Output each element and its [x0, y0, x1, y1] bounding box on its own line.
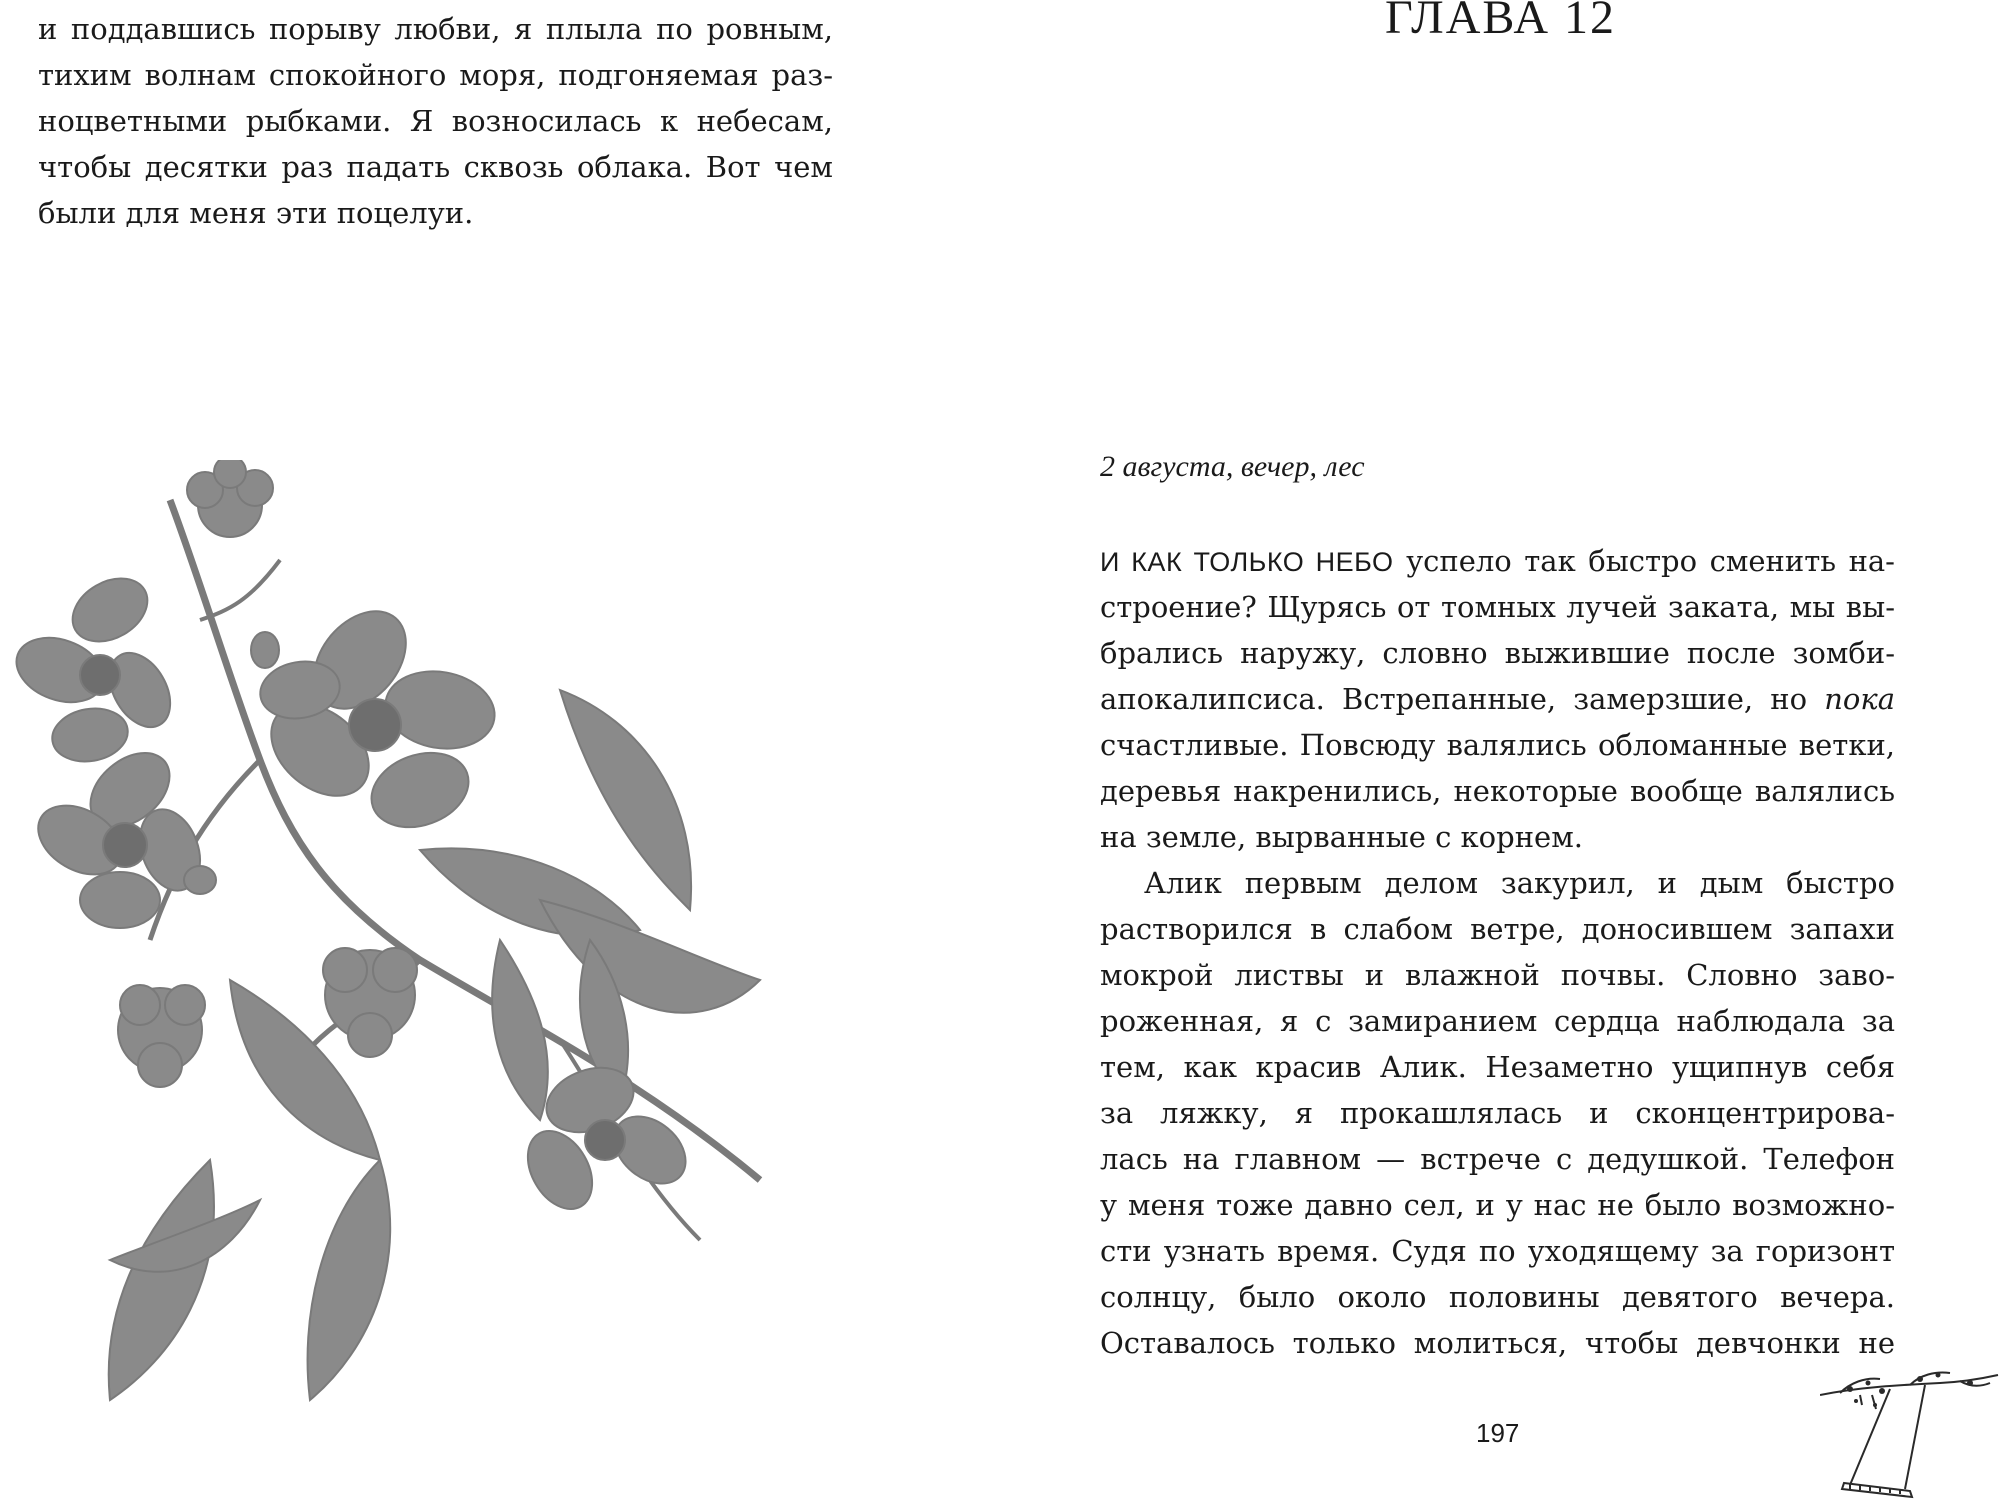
- text-line: Оставалось только молиться, чтобы девчонки не: [1100, 1326, 1895, 1360]
- text-fragment: апокалипсиса. Встрепанные, замерзшие, но: [1100, 682, 1825, 716]
- text-line: растворился в слабом ветре, доносившем запахи: [1100, 912, 1895, 946]
- text-line: лась на главном — встрече с дедушкой. Телефон: [1100, 1142, 1895, 1176]
- text-fragment: успело так быстро сменить на-: [1393, 544, 1895, 578]
- text-line: солнцу, было около половины девятого вечера.: [1100, 1280, 1895, 1314]
- text-line: сти узнать время. Судя по уходящему за горизонт: [1100, 1234, 1895, 1268]
- text-line: Алик первым делом закурил, и дым быстро: [1144, 866, 1895, 900]
- text-line: и поддавшись порыву любви, я плыла по ровным,: [38, 12, 833, 46]
- text-line: мокрой листвы и влажной почвы. Словно заво-: [1100, 958, 1895, 992]
- text-line: счастливые. Повсюду валялись обломанные ветки,: [1100, 728, 1895, 762]
- text-line: [1100, 676, 1895, 722]
- text-line: тихим волнам спокойного моря, подгоняемая раз-: [38, 58, 833, 92]
- left-page-text: [38, 6, 833, 236]
- text-line: у меня тоже давно сел, и у нас не было возможно-: [1100, 1188, 1895, 1222]
- dateline: 2 августа, вечер, лес: [1100, 450, 1365, 483]
- tree-swing-icon: [1820, 1365, 2000, 1500]
- text-line: тем, как красив Алик. Незаметно ущипнув себя: [1100, 1050, 1895, 1084]
- text-line: брались наружу, словно выжившие после зомби-: [1100, 636, 1895, 670]
- text-line: чтобы десятки раз падать сквозь облака. Вот чем: [38, 150, 833, 184]
- text-line: ноцветными рыбками. Я возносилась к небесам,: [38, 104, 833, 138]
- italic-word: пока: [1824, 682, 1895, 716]
- blackberry-branch-illustration: [0, 460, 860, 1420]
- text-line: были для меня эти поцелуи.: [38, 196, 474, 230]
- chapter-title: ГЛАВА 12: [1385, 0, 1617, 44]
- left-page: [38, 0, 833, 236]
- text-line: на земле, вырванные с корнем.: [1100, 820, 1583, 854]
- text-line: деревья накренились, некоторые вообще валялись: [1100, 774, 1895, 808]
- right-page-text: [1100, 538, 1895, 1366]
- page-number: 197: [1476, 1418, 1520, 1448]
- text-line: за ляжку, я прокашлялась и сконцентрирова-: [1100, 1096, 1895, 1130]
- text-line: роженная, я с замиранием сердца наблюдала за: [1100, 1004, 1895, 1038]
- lead-caps: И КАК ТОЛЬКО НЕБО: [1100, 547, 1394, 577]
- text-line: строение? Щурясь от томных лучей заката, мы вы-: [1100, 590, 1895, 624]
- text-line: [1100, 538, 1895, 584]
